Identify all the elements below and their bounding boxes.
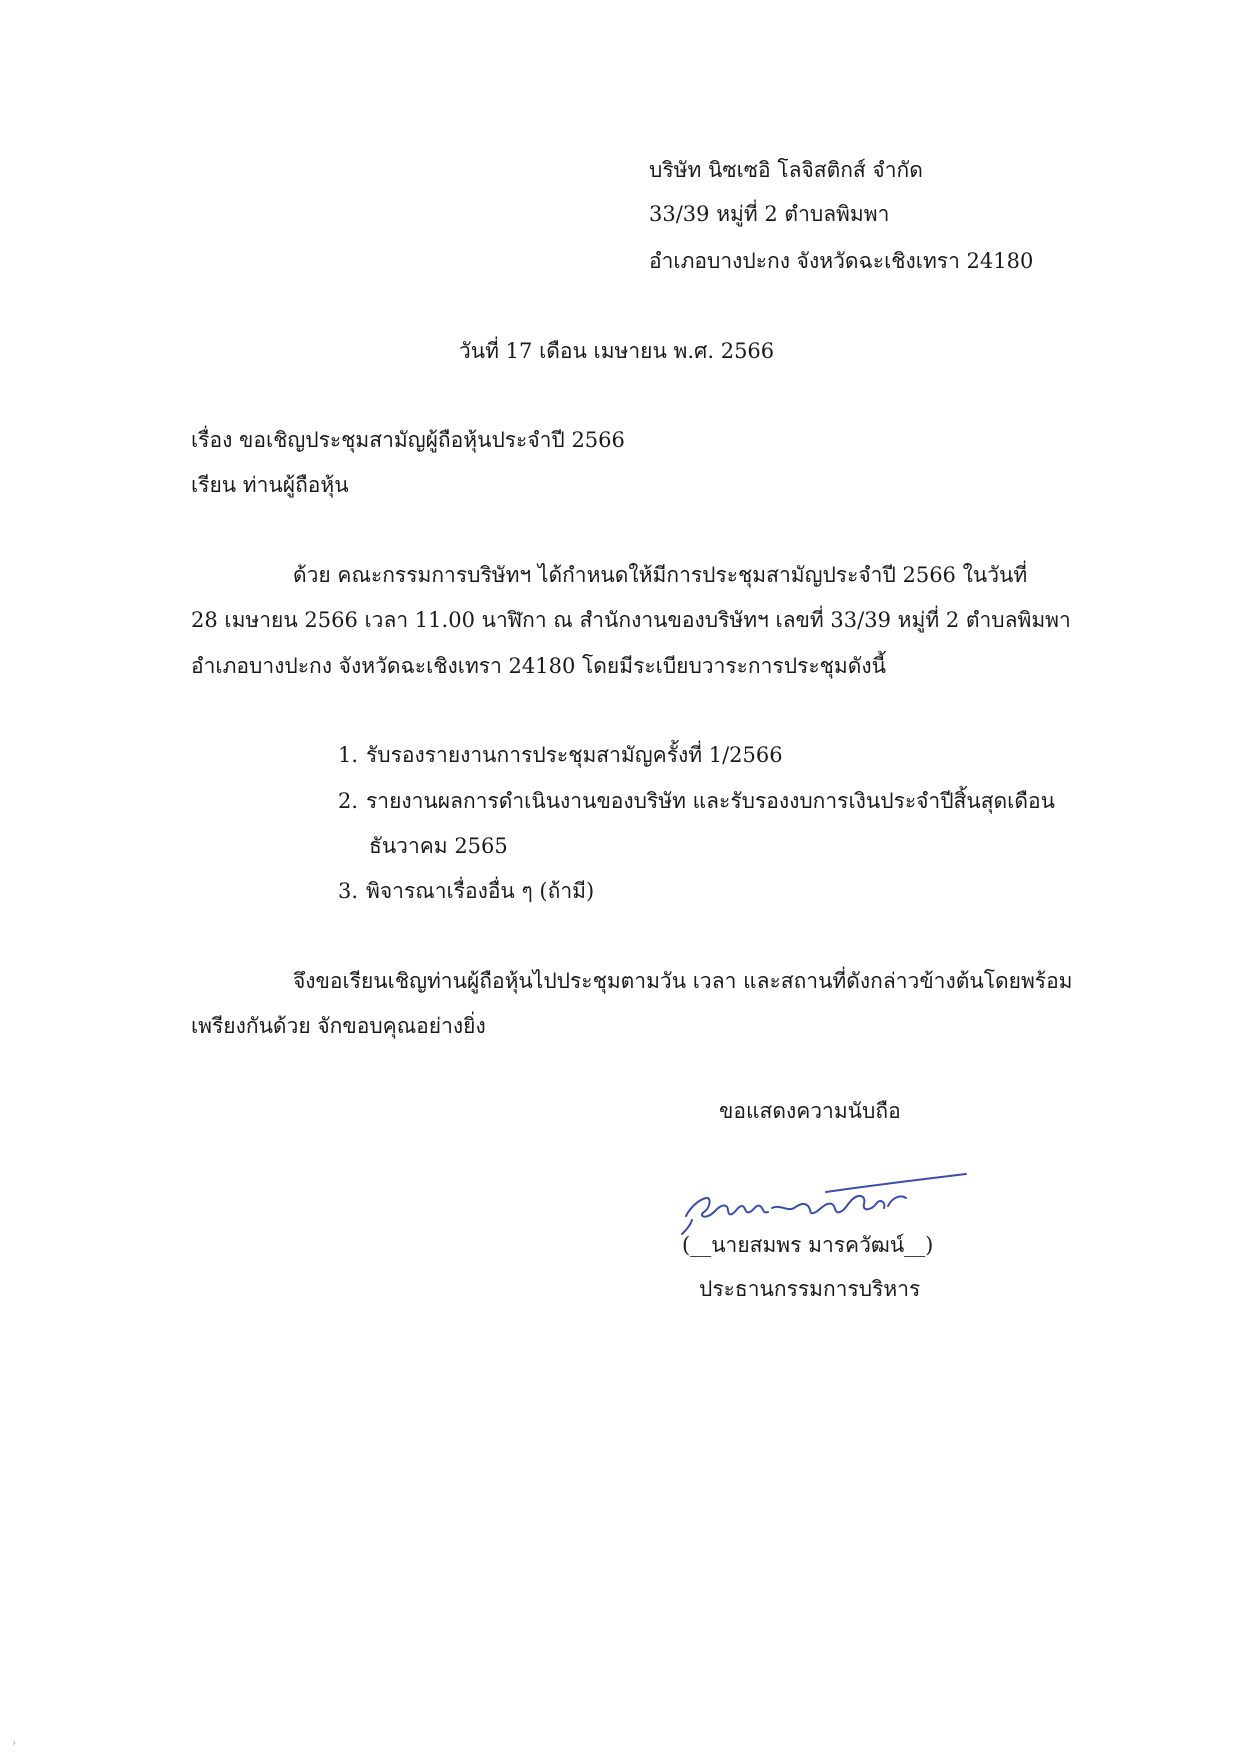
salutation-line: เรียน ท่านผู้ถือหุ้น xyxy=(191,473,349,497)
sender-address-line1: 33/39 หมู่ที่ 2 ตำบลพิมพา xyxy=(649,202,890,226)
sender-address-line2: อำเภอบางปะกง จังหวัดฉะเชิงเทรา 24180 xyxy=(649,249,1034,273)
closing-line2: เพรียงกันด้วย จักขอบคุณอย่างยิ่ง xyxy=(191,1014,486,1038)
agenda-item-text: รายงานผลการดำเนินงานของบริษัท และรับรองงบการเงินประจำปีสิ้นสุดเดือน xyxy=(366,789,1055,813)
agenda-item-number: 1. xyxy=(338,743,359,767)
subject-line: เรื่อง ขอเชิญประชุมสามัญผู้ถือหุ้นประจำปี 2566 xyxy=(191,428,625,452)
sender-company: บริษัท นิซเซอิ โลจิสติกส์ จำกัด xyxy=(649,158,923,182)
agenda-item-number: 2. xyxy=(338,789,359,813)
closing-line1: จึงขอเรียนเชิญท่านผู้ถือหุ้นไปประชุมตามวัน เวลา และสถานที่ดังกล่าวข้างต้นโดยพร้อม xyxy=(293,969,1073,993)
date-line: วันที่ 17 เดือน เมษายน พ.ศ. 2566 xyxy=(459,339,775,363)
body-para1-line3: อำเภอบางปะกง จังหวัดฉะเชิงเทรา 24180 โดยมีระเบียบวาระการประชุมดังนี้ xyxy=(191,654,886,678)
body-para1-line2: 28 เมษายน 2566 เวลา 11.00 นาฬิกา ณ สำนักงานของบริษัทฯ เลขที่ 33/39 หมู่ที่ 2 ตำบลพิมพา xyxy=(191,608,1071,632)
agenda-item-number: 3. xyxy=(338,879,359,903)
body-para1-line1: ด้วย คณะกรรมการบริษัทฯ ได้กำหนดให้มีการประชุมสามัญประจำปี 2566 ในวันที่ xyxy=(293,563,1028,587)
agenda-item-text-continued: ธันวาคม 2565 xyxy=(369,834,508,858)
agenda-item-text: รับรองรายงานการประชุมสามัญครั้งที่ 1/2566 xyxy=(366,743,783,767)
agenda-item-text: พิจารณาเรื่องอื่น ๆ (ถ้ามี) xyxy=(366,879,595,903)
signatory-name: (__นายสมพร มารควัฒน์__) xyxy=(682,1233,934,1257)
handwritten-signature xyxy=(676,1168,976,1238)
scan-mark: › xyxy=(12,1738,16,1749)
signatory-title: ประธานกรรมการบริหาร xyxy=(699,1277,921,1301)
regards-line: ขอแสดงความนับถือ xyxy=(719,1099,901,1123)
